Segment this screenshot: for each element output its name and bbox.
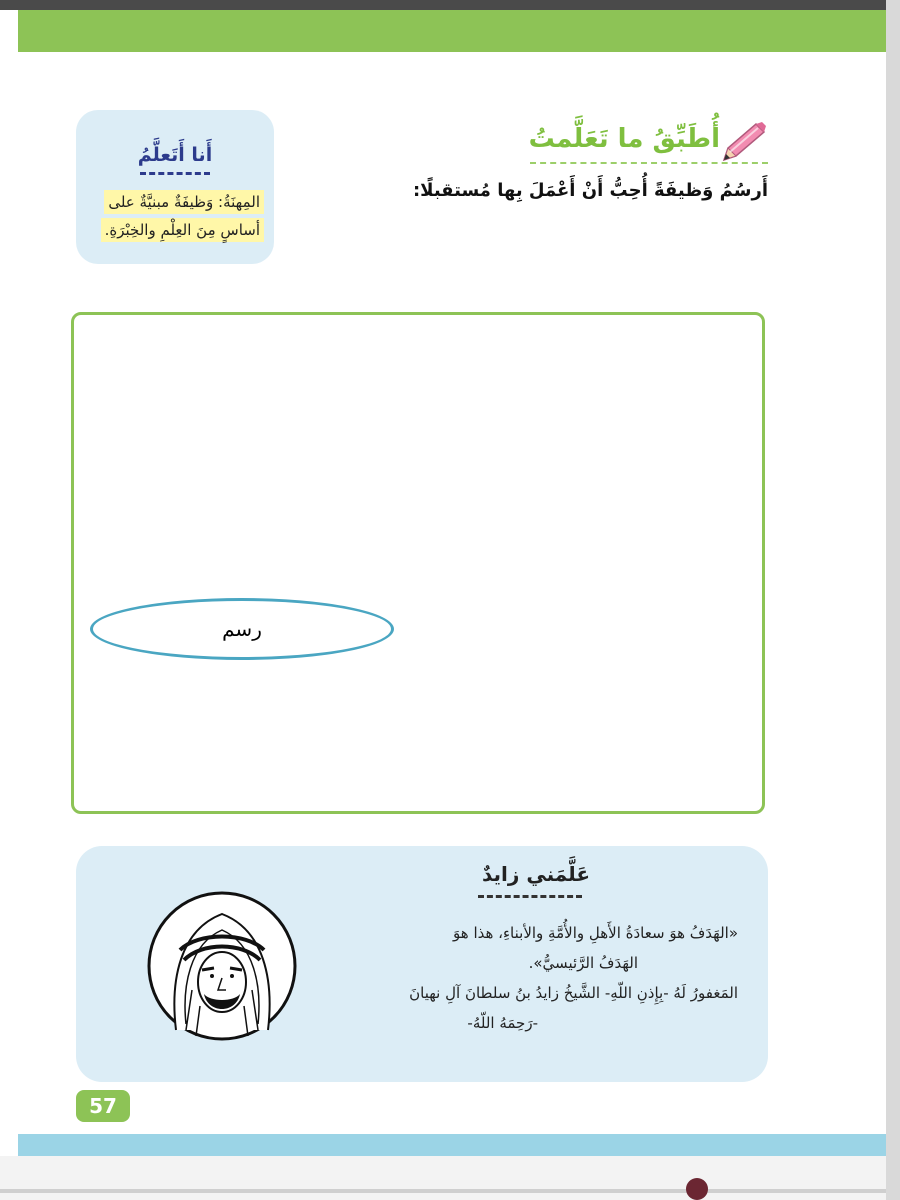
sheikh-zayed-portrait: [146, 890, 298, 1042]
page-number: 57: [76, 1090, 130, 1122]
zayed-attribution-line-2: -رَحِمَهُ اللّهُ-: [467, 1014, 538, 1032]
zayed-title-dashed-underline: [478, 895, 582, 898]
zayed-title: عَلَّمَني زايدٌ: [481, 862, 591, 886]
activity-heading-text: أُطَبِّقُ ما تَعَلَّمتُ: [528, 124, 720, 154]
zayed-quote-line-1: «الهَدَفُ هوَ سعادَةُ الأَهلِ والأُمَّةِ والأبناءِ، هذا هوَ: [453, 924, 738, 942]
drawing-label-text: رسم: [222, 617, 262, 641]
header-green-band: [18, 10, 886, 52]
activity-instruction: أَرسُمُ وَظيفَةً أُحِبُّ أَنْ أَعْمَلَ بِها مُستقبلًا:: [412, 180, 768, 201]
right-margin-strip: [886, 0, 900, 1200]
activity-heading: [530, 118, 768, 168]
i-learn-box: [76, 110, 274, 264]
pencil-icon: [718, 120, 768, 164]
drawing-label-oval: [90, 598, 394, 660]
i-learn-dashed-underline: [140, 172, 210, 175]
drawing-area[interactable]: [71, 312, 765, 814]
zayed-attribution-line-1: المَغفورُ لَهُ -بِإِذنِ اللّهِ- الشَّيخُ زايدُ بنُ سلطانَ آلِ نهيانَ: [409, 984, 738, 1002]
i-learn-title: أَنا أَتَعلَّمُ: [137, 144, 213, 166]
viewer-bottom-bar: [0, 1156, 886, 1200]
activity-heading-dashed-underline: [530, 162, 768, 164]
zayed-quote-line-2: الهَدَفُ الرَّئيسيُّ».: [528, 954, 638, 972]
viewer-scroll-track[interactable]: [0, 1189, 886, 1193]
zayed-taught-me-box: [76, 846, 768, 1082]
i-learn-definition-line-2: أساسٍ مِنَ العِلْمِ والخِبْرَةِ.: [101, 218, 264, 242]
scroll-thumb[interactable]: [686, 1178, 708, 1200]
i-learn-definition-line-1: المِهنَةُ: وَظيفَةٌ مبنيَّةٌ على: [104, 190, 264, 214]
footer-blue-band: [18, 1134, 886, 1156]
top-dark-strip: [0, 0, 900, 10]
